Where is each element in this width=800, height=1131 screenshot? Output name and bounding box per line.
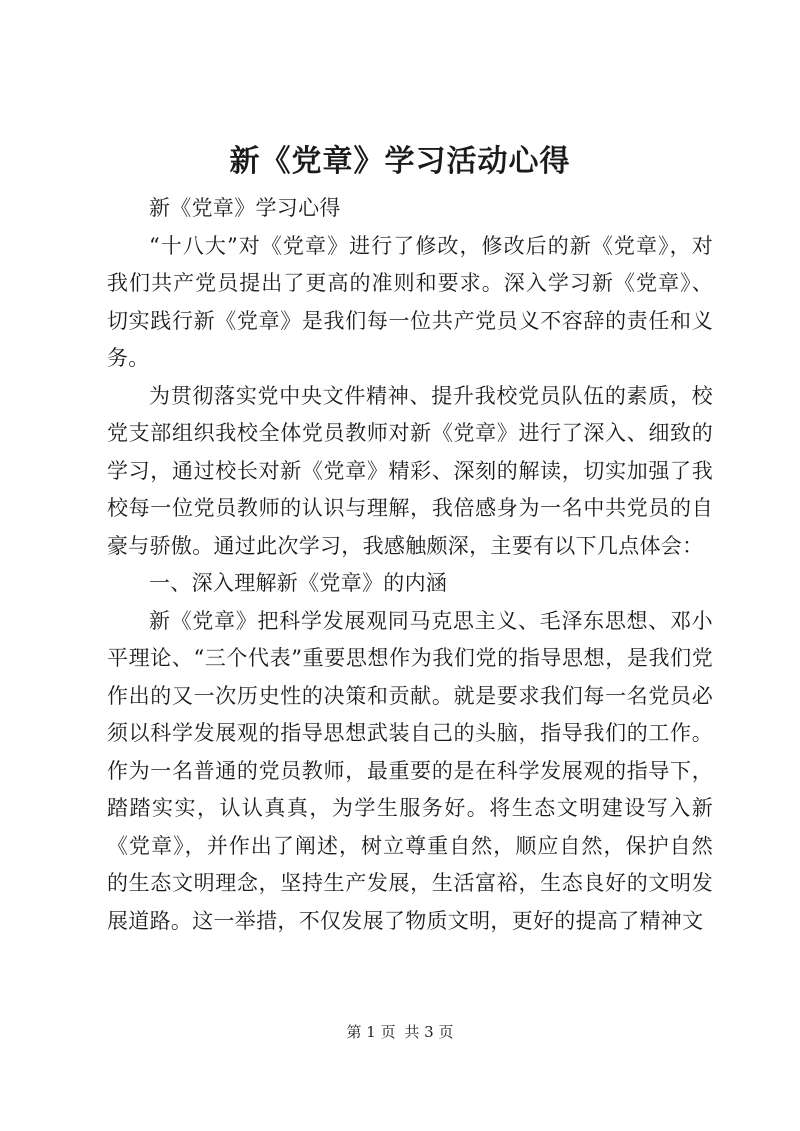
document-body bbox=[107, 190, 713, 940]
section-heading-1: 一、深入理解新《党章》的内涵 bbox=[149, 571, 448, 595]
page-number: 第 1 页 bbox=[346, 1023, 396, 1041]
page-footer bbox=[0, 1022, 800, 1042]
paragraph-context: 为贯彻落实党中央文件精神、提升我校党员队伍的素质，校党支部组织我校全体党员教师对新《党章》进行了深入、细致的学习，通过校长对新《党章》精彩、深刻的解读，切实加强了我校每一位党员教师的认识与理解，我倍感身为一名中共党员的自豪与骄傲。通过此次学习，我感触颇深，主要有以下几点体会： bbox=[107, 383, 713, 558]
paragraph-section-1: 新《党章》把科学发展观同马克思主义、毛泽东思想、邓小平理论、“三个代表”重要思想作为我们党的指导思想，是我们党作出的又一次历史性的决策和贡献。就是要求我们每一名党员必须以科学发展观的指导思想武装自己的头脑，指导我们的工作。作为一名普通的党员教师，最重要的是在科学发展观的指导下，踏踏实实，认认真真，为学生服务好。将生态文明建设写入新《党章》，并作出了阐述，树立尊重自然，顺应自然，保护自然的生态文明理念，坚持生产发展，生活富裕，生态良好的文明发展道路。这一举措，不仅发展了物质文明，更好的提高了精神文 bbox=[107, 608, 713, 933]
page-total: 共 3 页 bbox=[404, 1023, 454, 1041]
paragraph-subtitle: 新《党章》学习心得 bbox=[149, 196, 341, 220]
document-title: 新《党章》学习活动心得 bbox=[229, 144, 571, 179]
paragraph-intro: “十八大”对《党章》进行了修改，修改后的新《党章》，对我们共产党员提出了更高的准则和要求。深入学习新《党章》、切实践行新《党章》是我们每一位共产党员义不容辞的责任和义务。 bbox=[107, 233, 713, 370]
